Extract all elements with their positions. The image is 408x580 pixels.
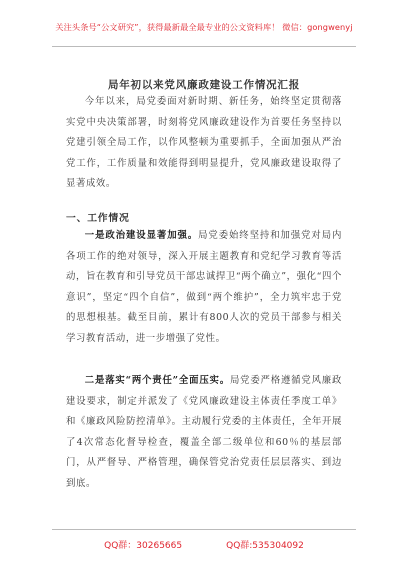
intro-paragraph: 今年以来，局党委面对新时期、新任务，始终坚定贯彻落实党中央决策部署，时刻将党风廉政建设作为首要任务坚持以党建引领全局工作，以作风整顿为重要抓手，全面加强从严治党工作，工作质量和效能得到明显提升，党风廉政建设取得了显著成效。	[66, 96, 342, 190]
section-heading: 一、工作情况	[66, 213, 130, 224]
paragraph-lead: 一是政治建设显著加强。	[84, 230, 199, 241]
paragraph-lead: 二是落实“两个责任”全面压实。	[84, 375, 230, 386]
footer-qq-group-1: QQ群：30265665	[104, 541, 183, 551]
paragraph-text: 局党委始终坚持和加强党对局内各项工作的绝对领导，深入开展主题教育和党纪学习教育等活动，旨在教育和引导党员干部忠诚捍卫“两个确立”，强化“四个意识”，坚定“四个自信”，做到“两个维护”，全力筑牢忠于党的思想根基。截至目前，累计有800人次的党员干部参与相关学习教育活动，进一步增强了党性。	[66, 230, 342, 344]
footer	[0, 538, 408, 551]
header-divider	[52, 46, 356, 47]
document-title: 局年初以来党风廉政建设工作情况汇报	[107, 79, 301, 91]
paragraph-text: 局党委严格遵循党风廉政建设要求，制定并派发了《党风廉政建设主体责任季度工单》和《廉政风险防控清单》。主动履行党委的主体责任，全年开展了4次常态化督导检查，覆盖全部二级单位和60％的基层部门，从严督导、严格管理，确保管党治党责任层层落实、到边到底。	[66, 375, 342, 489]
footer-divider	[52, 529, 356, 530]
header-banner: 关注头条号“公文研究”，获得最新最全最专业的公文资料库！ 微信：gongwenyj	[55, 22, 353, 32]
paragraph-two-responsibilities	[66, 371, 342, 495]
footer-qq-group-2: QQ群:535304092	[226, 541, 304, 551]
paragraph-political-building	[66, 226, 342, 350]
